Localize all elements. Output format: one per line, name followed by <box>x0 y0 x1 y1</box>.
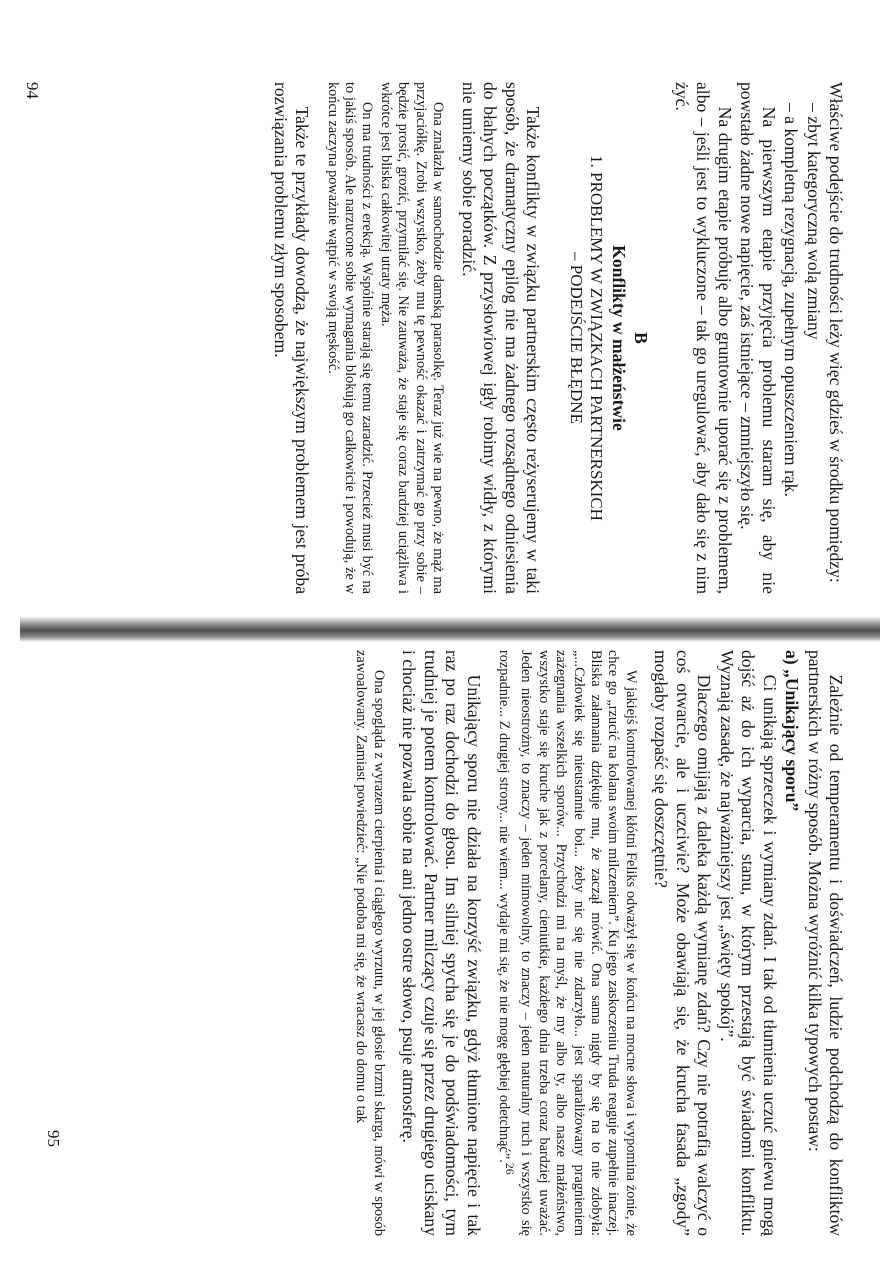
paragraph: Także konflikty w związku partnerskim często reżyserujemy w taki sposób, że dramatyczny epilog nie ma żadnego rozsądnego odniesienia do błahych początków. Z przysłowiowej igły robimy widły, z którymi nie umiemy sobie poradzić. <box>458 82 543 594</box>
page-number: 94 <box>23 82 42 99</box>
section-heading <box>565 82 606 594</box>
paragraph: Dlaczego omijają z daleka każdą wymianę zdań? Czy nie potrafią walczyć o coś otwarcie, ale i uczciwie? Może obawiają się, że krucha fasada „zgody” mogłaby rozpaść się doszczętnie? <box>651 650 715 1236</box>
page-number: 95 <box>44 1130 63 1147</box>
page-95 <box>46 650 846 1236</box>
paragraph: Także te przykłady dowodzą, że największym problemem jest próba rozwiązania problemu złym sposobem. <box>270 82 313 594</box>
section-heading-line: – PODEJŚCIE BŁĘDNE <box>566 252 586 424</box>
example-text: W jakiejś kontrolowanej kłótni Feliks odważył się w końcu na mocne słowa i wypomina żonie, że chce go „rzucić na kolana swoim milczeniem”. Ku jego zaskoczeniu Truda reaguje zupełnie inaczej. Bliska załamania dziękuje mu, że zaczął mówić. Ona sama nigdy by się na to nie zdobyła: „...Człowiek się nieustannie boi... żeby nic się nie zdarzyło... jest sparaliżowany pragnieniem zażegnania wszelkich sporów... Przychodzi mi na myśl, że my albo ty, albo nasze małżeństwo, wszystko staje się kruche jak z porcelany, cieniutkie, każdego dnia trzeba coraz bardziej uważać. Jeden nieostrożny, to znaczy – jeden mimowolny, to znaczy – jeden naturalny ruch i wszystko się rozpadnie... Z drugiej strony... nie wiem... wydaje mi się, że nie mogę głębiej odetchnąć”. <box>496 650 639 1236</box>
paragraph: Unikający sporu nie działa na korzyść związku, gdyż tłumione napięcie i tak raz po raz dochodzi do głosu. Im silniej spycha się je do podświadomości, tym trudniej je potem kontrolować. Partner milczący czuje się przez drugiego uciskany i chociaż nie pozwala sobie na ani jedno ostre słowo, psuje atmosferę. <box>399 650 484 1236</box>
list-item: – zbyt kategoryczną wolą zmiany <box>803 103 824 340</box>
part-title: Konflikty w małżeństwie <box>608 245 629 431</box>
footnote-mark: 26 <box>502 1162 517 1175</box>
list-item: – a kompletną rezygnacją, zupełnym opuszczeniem rąk. <box>781 103 802 497</box>
example-paragraph: Ona spogląda z wyrazem cierpienia i ciągłego wyrzutu, w jej głosie brzmi skarga, mówi w sposób zawoalowany. Zamiast powiedzieć: „Nie podoba mi się, że wracasz do domu o tak <box>353 650 387 1236</box>
book-fold <box>20 616 880 642</box>
page-94 <box>46 82 846 594</box>
example-paragraph <box>495 650 639 1236</box>
page-94-intro: Właściwe podejście do trudności leży więc gdzieś w środku pomiędzy: <box>826 82 846 583</box>
paragraph: Zależnie od temperamentu i doświadczeń, ludzie podchodzą do konfliktów partnerskich w różny sposób. Można wyróżnić kilka typowych postaw: <box>804 650 846 1236</box>
section-heading-line: 1. PROBLEMY W ZWIĄZKACH PARTNERSKICH <box>587 155 607 521</box>
paragraph: Na drugim etapie próbuję albo gruntownie uporać się z problemem, albo – jeśli jest to wykluczone – tak go uregulować, aby dało się z nim żyć. <box>671 82 735 594</box>
paragraph: Na pierwszym etapie przyjęcia problemu staram się, aby nie powstało żadne nowe napięcie, zaś istniejące – zmniejszyło się. <box>737 82 779 594</box>
example-paragraph: On ma trudności z erekcją. Wspólnie starają się temu zaradzić. Przecież musi być na to jakiś sposób. Ale narzucone sobie wymagania blokują go całkowicie i powodują, że w końcu zaczyna poważnie wątpić w swoją męskość. <box>324 82 376 594</box>
example-paragraph: Ona znalazła w samochodzie damską parasolkę. Teraz już wie na pewno, że mąż ma przyjaciółkę. Zrobi wszystko, żeby mu tę pewność okazać i zatrzymać go przy sobie – będzie prosić, grozić, przymilać się. Nie zauważa, że staje się coraz bardziej uciążliwa i wkrótce jest bliska całkowitej utraty męża. <box>377 82 447 594</box>
sub-heading: a) „Unikający sporu” <box>782 650 803 812</box>
paragraph: Ci unikają sprzeczek i wymiany zdań. I tak od tłumienia uczuć gniewu mogą dojść aż do ich wyparcia, stanu, w którym przestają być świadomi konfliktu. Wyznają zasadę, że najważniejszy jest „święty spokój”. <box>716 650 780 1236</box>
part-letter: B <box>631 332 652 344</box>
